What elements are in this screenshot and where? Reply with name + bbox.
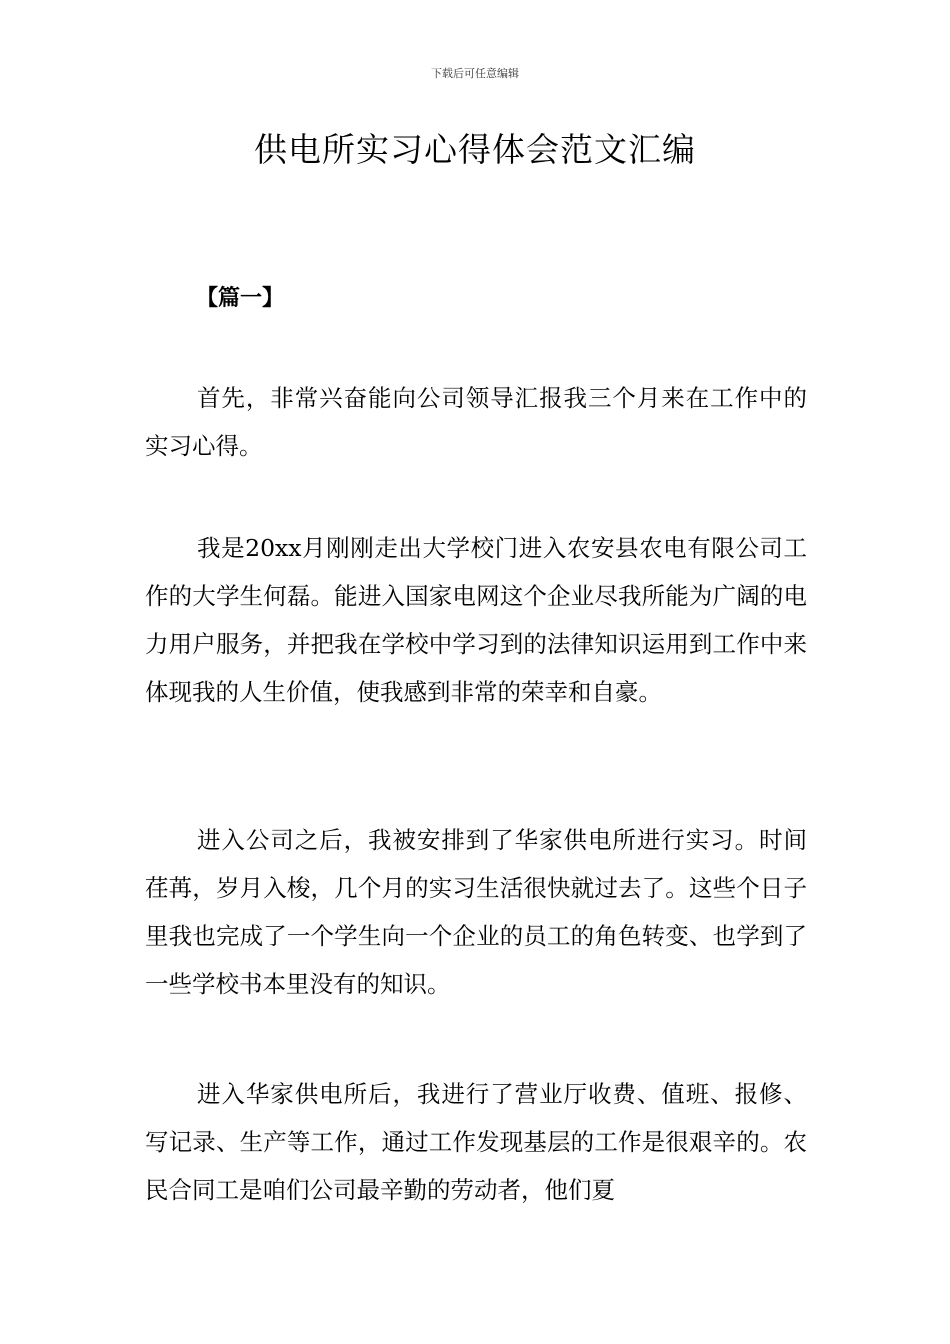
paragraph-3: 进入公司之后，我被安排到了华家供电所进行实习。时间荏苒，岁月入梭，几个月的实习生活很快就过去了。这些个日子里我也完成了一个学生向一个企业的员工的角色转变、也学到了一些学校书本里没有的知识。 [145,826,807,998]
paragraph-2: 我是20xx月刚刚走出大学校门进入农安县农电有限公司工作的大学生何磊。能进入国家电网这个企业尽我所能为广阔的电力用户服务，并把我在学校中学习到的法律知识运用到工作中来体现我的人生价值，使我感到非常的荣幸和自豪。 [145,534,807,706]
paragraph-4: 进入华家供电所后，我进行了营业厅收费、值班、报修、写记录、生产等工作，通过工作发现基层的工作是很艰辛的。农民合同工是咱们公司最辛勤的劳动者，他们夏 [145,1080,807,1204]
document-title: 供电所实习心得体会范文汇编 [254,130,696,169]
header-note: 下载后可任意编辑 [431,67,519,80]
section-label: 【篇一】 [196,286,285,311]
paragraph-1: 首先，非常兴奋能向公司领导汇报我三个月来在工作中的实习心得。 [145,384,807,460]
